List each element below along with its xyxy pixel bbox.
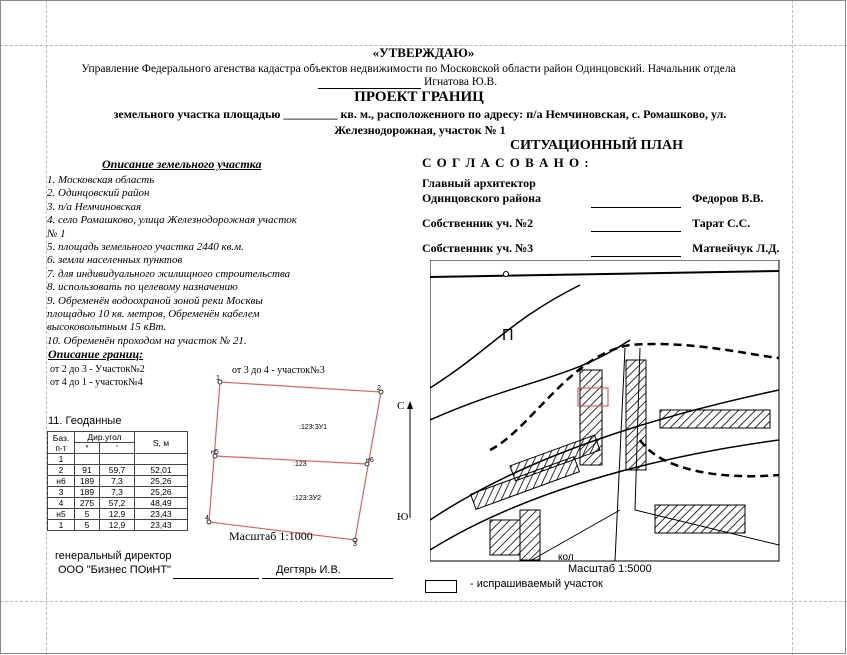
description-item: 1. Московская область (47, 174, 155, 186)
approver-signature-line (591, 231, 681, 232)
geodata-cell: 5 (75, 509, 100, 520)
geodata-cell: 25,26 (135, 476, 188, 487)
situation-scale: Масштаб 1:5000 (568, 563, 652, 575)
approver-signature-line (591, 207, 681, 208)
description-item: 5. площадь земельного участка 2440 кв.м. (47, 241, 244, 254)
north-arrow-icon (405, 400, 415, 520)
situation-title: СИТУАЦИОННЫЙ ПЛАН (510, 138, 683, 153)
geodata-point: 1 (48, 520, 75, 531)
geodata-cell: 59,7 (100, 465, 135, 476)
description-item: 10. Обременён проходом на участок № 21. (47, 334, 247, 347)
plan-point-label: н5 (211, 449, 219, 456)
description-item: 3. п/а Немчиновская (47, 200, 142, 213)
geodata-point: 2 (48, 465, 75, 476)
description-title: Описание земельного участка (102, 157, 262, 171)
project-subtitle-2: Железнодорожная, участок № 1 (334, 123, 506, 137)
geodata-subheader: ' (100, 443, 135, 454)
borders-title: Описание границ: (48, 347, 144, 361)
parcel-label: :123:ЗУ2 (293, 495, 322, 502)
project-title: ПРОЕКТ ГРАНИЦ (354, 89, 484, 105)
geodata-cell: 25,26 (135, 487, 188, 498)
north-label: С (397, 400, 405, 412)
plan-scale: Масштаб 1:1000 (229, 529, 313, 543)
geodata-cell: 189 (75, 487, 100, 498)
south-label: Ю (397, 511, 409, 523)
head-name: Игнатова Ю.В. (424, 76, 498, 88)
map-label: П (502, 327, 514, 344)
geodata-cell: 23,43 (135, 520, 188, 531)
plan-point-label: 2 (377, 385, 381, 392)
geodata-cell: 12,9 (100, 509, 135, 520)
plan-point-label: н6 (366, 457, 374, 464)
approver-name: Тарат С.С. (692, 216, 751, 230)
description-item: 4. село Ромашково, улица Железнодорожная участок № 1 (47, 214, 297, 240)
geodata-point: 4 (48, 498, 75, 509)
description-item: 2. Одинцовский район (47, 187, 150, 200)
parcel-label: :123 (293, 461, 307, 468)
description-item: 8. использовать по целевому назначению (47, 281, 238, 294)
director-name: Дегтярь И.В. (276, 564, 341, 576)
boundary-plan (195, 372, 425, 552)
geodata-cell: 7,3 (100, 487, 135, 498)
geodata-header: Дир.угол (75, 432, 135, 443)
geodata-cell: 12,9 (100, 520, 135, 531)
approver-role: Собственник уч. №3 (422, 241, 534, 255)
director-title: генеральный директор (55, 550, 172, 562)
geodata-cell: 52,01 (135, 465, 188, 476)
plan-point-label: 1 (216, 375, 220, 382)
approve-heading: «УТВЕРЖДАЮ» (372, 45, 475, 60)
agreed-heading: С О Г Л А С О В А Н О : (422, 155, 590, 170)
parcel-divider (215, 456, 367, 464)
geodata-cell: 7,3 (100, 476, 135, 487)
geodata-cell: 48,49 (135, 498, 188, 509)
situation-map (430, 260, 780, 562)
geodata-cell: 275 (75, 498, 100, 509)
geodata-table (47, 431, 188, 531)
plan-point-label: 4 (205, 515, 209, 522)
geodata-cell: 189 (75, 476, 100, 487)
approver-role: Собственник уч. №2 (422, 216, 534, 230)
geodata-cell: 23,43 (135, 509, 188, 520)
geodata-cell: 57,2 (100, 498, 135, 509)
description-item: 9. Обременён водоохраной зоной реки Москвы площадью 10 кв. метров, Обременён кабелем высоковольтным 15 кВт. (47, 294, 263, 334)
geodata-point: н6 (48, 476, 75, 487)
approver-name: Федоров В.В. (692, 191, 764, 205)
geodata-point: 1 (48, 454, 75, 465)
description-list (47, 174, 307, 348)
geodata-point: 3 (48, 487, 75, 498)
border-item: от 4 до 1 - участок№4 (50, 377, 143, 388)
geodata-cell: 5 (75, 520, 100, 531)
approver-role: Одинцовского района (422, 191, 542, 205)
geodata-header: S, м (135, 432, 188, 454)
parcel-label: :123:ЗУ1 (299, 424, 328, 431)
director-name-line (262, 578, 393, 579)
approver-signature-line (591, 256, 681, 257)
geodata-subheader: ° (75, 443, 100, 454)
legend-swatch (425, 580, 457, 593)
border-item: от 2 до 3 - Участок№2 (50, 364, 145, 375)
description-item: 6. земли населенных пунктов (47, 254, 183, 267)
border-item: от 3 до 4 - участок№3 (232, 365, 325, 376)
description-item: 7. для индивидуального жилищного строительства (47, 267, 291, 280)
approver-role: Главный архитектор (422, 176, 536, 190)
director-signature-line (173, 578, 259, 579)
agency-line: Управление Федерального агенства кадастра объектов недвижимости по Московской области район Одинцовский. Начальник отдела (81, 63, 736, 75)
geodata-cell: 91 (75, 465, 100, 476)
company-name: ООО "Бизнес ПОиНТ" (58, 564, 171, 576)
geodata-title: 11. Геоданные (48, 415, 122, 427)
approver-name: Матвейчук Л.Д. (692, 241, 780, 255)
project-subtitle-1: земельного участка площадью _________ кв. м., расположенного по адресу: п/а Немчиновская, с. Ромашково, ул. (113, 107, 727, 121)
map-label: кол (558, 552, 574, 562)
plan-point-label: 3 (353, 541, 357, 548)
legend-text: - испрашиваемый участок (470, 578, 603, 590)
geodata-header: Баз. п-т (48, 432, 75, 454)
geodata-point: н5 (48, 509, 75, 520)
